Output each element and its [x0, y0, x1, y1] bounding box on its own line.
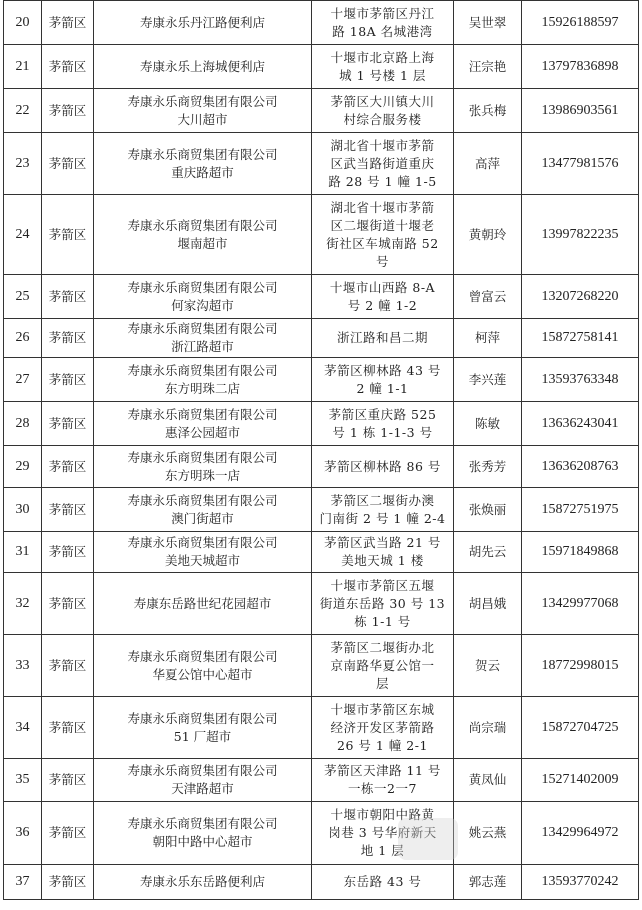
- address-cell-line: 经济开发区茅箭路: [330, 719, 435, 735]
- row-number: 34: [4, 697, 42, 759]
- address-cell: [312, 446, 454, 488]
- contact-person-cell: 汪宗艳: [454, 45, 522, 89]
- store-name-cell-line: 天津路超市: [171, 781, 234, 796]
- address-cell-line: 地 1 层: [360, 843, 405, 858]
- address-cell-line: 茅箭区大川镇大川: [330, 93, 435, 109]
- store-name-cell: [94, 573, 312, 635]
- district-cell: 茅箭区: [42, 133, 94, 195]
- address-cell-line: 区二堰街道十堰老: [330, 217, 435, 233]
- address-cell-line: 街社区车城南路 52: [326, 235, 439, 251]
- store-name-cell-line: 寿康永乐商贸集团有限公司: [127, 492, 278, 508]
- store-name-cell: [94, 865, 312, 900]
- table-row: [4, 697, 639, 759]
- address-cell-line: 茅箭区武当路 21 号: [324, 535, 441, 550]
- address-cell-line: 东岳路 43 号: [343, 874, 422, 889]
- phone-cell: 15872758141: [522, 319, 639, 358]
- store-name-cell-line: 重庆路超市: [171, 164, 234, 180]
- table-row: [4, 573, 639, 635]
- store-name-cell-line: 51 厂超市: [173, 728, 232, 744]
- address-cell-line: 层: [375, 675, 389, 691]
- store-name-cell: [94, 1, 312, 45]
- contact-person-cell: 柯萍: [454, 319, 522, 358]
- store-name-cell-line: 寿康永乐商贸集团有限公司: [127, 449, 278, 465]
- store-name-cell: [94, 488, 312, 532]
- address-cell: [312, 402, 454, 446]
- phone-cell: 13477981576: [522, 133, 639, 195]
- address-cell: [312, 488, 454, 532]
- address-cell: [312, 759, 454, 802]
- store-name-cell-line: 美地天城超市: [164, 553, 240, 568]
- row-number: 30: [4, 488, 42, 532]
- district-cell: 茅箭区: [42, 195, 94, 275]
- contact-person-cell: 陈敏: [454, 402, 522, 446]
- contact-person-cell: 郭志莲: [454, 865, 522, 900]
- store-name-cell-line: 寿康永乐商贸集团有限公司: [127, 710, 278, 726]
- phone-cell: 13593770242: [522, 865, 639, 900]
- district-cell: 茅箭区: [42, 865, 94, 900]
- district-cell: 茅箭区: [42, 402, 94, 446]
- store-name-cell: [94, 319, 312, 358]
- address-cell-line: 美地天城 1 楼: [341, 553, 424, 568]
- store-name-cell-line: 华夏公馆中心超市: [152, 666, 253, 682]
- store-name-cell-line: 寿康永乐商贸集团有限公司: [127, 648, 278, 664]
- address-cell-line: 十堰市山西路 8-A: [329, 279, 436, 295]
- table-row: [4, 319, 639, 358]
- row-number: 36: [4, 802, 42, 865]
- row-number: 28: [4, 402, 42, 446]
- address-cell-line: 街道东岳路 30 号 13: [319, 595, 446, 611]
- address-cell: [312, 195, 454, 275]
- address-cell-line: 号 2 幢 1-2: [347, 297, 418, 313]
- address-cell-line: 区武当路街道重庆: [330, 155, 435, 171]
- contact-person-cell: 胡昌娥: [454, 573, 522, 635]
- store-name-cell: [94, 446, 312, 488]
- address-cell-line: 路 18A 名城港湾: [332, 23, 433, 39]
- phone-cell: 13636243041: [522, 402, 639, 446]
- table-row: [4, 532, 639, 573]
- store-name-cell-line: 寿康永乐丹江路便利店: [139, 14, 265, 30]
- district-cell: 茅箭区: [42, 573, 94, 635]
- district-cell: 茅箭区: [42, 802, 94, 865]
- phone-cell: 15271402009: [522, 759, 639, 802]
- address-cell-line: 十堰市朝阳中路黄: [330, 807, 435, 822]
- store-name-cell-line: 寿康永乐商贸集团有限公司: [127, 816, 278, 831]
- address-cell-line: 十堰市茅箭区东城: [330, 701, 435, 717]
- table-row: [4, 195, 639, 275]
- address-cell: [312, 532, 454, 573]
- store-name-cell-line: 何家沟超市: [171, 297, 234, 313]
- address-cell-line: 号 1 栋 1-1-3 号: [332, 424, 433, 440]
- row-number: 23: [4, 133, 42, 195]
- address-cell-line: 路 28 号 1 幢 1-5: [328, 173, 437, 189]
- store-name-cell: [94, 635, 312, 697]
- address-cell: [312, 275, 454, 319]
- table-row: [4, 133, 639, 195]
- phone-cell: 15971849868: [522, 532, 639, 573]
- contact-person-cell: 高萍: [454, 133, 522, 195]
- address-cell: [312, 635, 454, 697]
- contact-person-cell: 胡先云: [454, 532, 522, 573]
- phone-cell: 13429977068: [522, 573, 639, 635]
- store-name-cell-line: 寿康永乐商贸集团有限公司: [127, 321, 278, 336]
- store-name-cell: [94, 358, 312, 402]
- store-name-cell: [94, 697, 312, 759]
- contact-person-cell: 黄朝玲: [454, 195, 522, 275]
- store-name-cell-line: 寿康永乐商贸集团有限公司: [127, 279, 278, 295]
- store-name-cell-line: 寿康永乐商贸集团有限公司: [127, 763, 278, 778]
- phone-cell: 13986903561: [522, 89, 639, 133]
- address-cell: [312, 319, 454, 358]
- table-row: [4, 865, 639, 900]
- store-name-cell-line: 东方明珠二店: [164, 380, 240, 396]
- store-name-cell-line: 寿康永乐东岳路便利店: [139, 874, 265, 889]
- address-cell: [312, 45, 454, 89]
- address-cell: [312, 802, 454, 865]
- phone-cell: 13429964972: [522, 802, 639, 865]
- district-cell: 茅箭区: [42, 488, 94, 532]
- store-name-cell-line: 大川超市: [177, 111, 228, 127]
- row-number: 27: [4, 358, 42, 402]
- store-name-cell: [94, 275, 312, 319]
- district-cell: 茅箭区: [42, 697, 94, 759]
- contact-person-cell: 姚云燕: [454, 802, 522, 865]
- store-name-cell-line: 寿康永乐商贸集团有限公司: [127, 146, 278, 162]
- contact-person-cell: 李兴莲: [454, 358, 522, 402]
- table-row: [4, 446, 639, 488]
- phone-cell: 13636208763: [522, 446, 639, 488]
- address-cell-line: 十堰市北京路上海: [330, 49, 435, 65]
- store-name-cell: [94, 532, 312, 573]
- store-name-cell: [94, 195, 312, 275]
- address-cell-line: 十堰市茅箭区丹江: [330, 5, 435, 21]
- contact-person-cell: 贺云: [454, 635, 522, 697]
- store-name-cell-line: 寿康永乐上海城便利店: [139, 58, 265, 74]
- address-cell-line: 门南街 2 号 1 幢 2-4: [319, 510, 446, 526]
- row-number: 33: [4, 635, 42, 697]
- phone-cell: 13797836898: [522, 45, 639, 89]
- district-cell: 茅箭区: [42, 759, 94, 802]
- store-name-cell-line: 寿康永乐商贸集团有限公司: [127, 362, 278, 378]
- address-cell-line: 茅箭区重庆路 525: [328, 406, 437, 422]
- table-row: [4, 759, 639, 802]
- address-cell: [312, 697, 454, 759]
- district-cell: 茅箭区: [42, 45, 94, 89]
- district-cell: 茅箭区: [42, 1, 94, 45]
- table-row: [4, 802, 639, 865]
- row-number: 35: [4, 759, 42, 802]
- table-body: [4, 1, 639, 900]
- row-number: 31: [4, 532, 42, 573]
- row-number: 20: [4, 1, 42, 45]
- address-cell-line: 茅箭区二堰街办北: [330, 639, 435, 655]
- store-name-cell-line: 堰南超市: [177, 235, 228, 251]
- address-cell-line: 茅箭区天津路 11 号: [324, 763, 441, 778]
- row-number: 26: [4, 319, 42, 358]
- store-list-table: [3, 0, 639, 900]
- address-cell: [312, 89, 454, 133]
- store-name-cell-line: 寿康永乐商贸集团有限公司: [127, 217, 278, 233]
- store-name-cell-line: 惠泽公园超市: [164, 424, 240, 440]
- table-row: [4, 358, 639, 402]
- address-cell-line: 茅箭区二堰街办澳: [330, 492, 435, 508]
- district-cell: 茅箭区: [42, 446, 94, 488]
- store-name-cell-line: 寿康永乐商贸集团有限公司: [127, 406, 278, 422]
- phone-cell: 13207268220: [522, 275, 639, 319]
- store-name-cell: [94, 45, 312, 89]
- contact-person-cell: 张兵梅: [454, 89, 522, 133]
- store-name-cell-line: 澳门街超市: [171, 510, 234, 526]
- address-cell: [312, 865, 454, 900]
- store-name-cell: [94, 89, 312, 133]
- row-number: 32: [4, 573, 42, 635]
- address-cell-line: 26 号 1 幢 2-1: [337, 737, 428, 753]
- district-cell: 茅箭区: [42, 275, 94, 319]
- address-cell-line: 湖北省十堰市茅箭: [330, 199, 435, 215]
- contact-person-cell: 张焕丽: [454, 488, 522, 532]
- phone-cell: 13593763348: [522, 358, 639, 402]
- row-number: 29: [4, 446, 42, 488]
- address-cell-line: 2 幢 1-1: [356, 380, 409, 396]
- address-cell-line: 栋 1-1 号: [354, 613, 411, 629]
- address-cell: [312, 358, 454, 402]
- store-name-cell-line: 朝阳中路中心超市: [152, 834, 253, 849]
- row-number: 22: [4, 89, 42, 133]
- phone-cell: 15926188597: [522, 1, 639, 45]
- contact-person-cell: 曾富云: [454, 275, 522, 319]
- address-cell-line: 浙江路和昌二期: [336, 330, 428, 345]
- address-cell-line: 号: [375, 253, 389, 269]
- address-cell-line: 茅箭区柳林路 86 号: [324, 458, 441, 474]
- store-name-cell: [94, 133, 312, 195]
- table-row: [4, 45, 639, 89]
- store-name-cell-line: 寿康永乐商贸集团有限公司: [127, 93, 278, 109]
- address-cell: [312, 133, 454, 195]
- address-cell: [312, 573, 454, 635]
- table-row: [4, 1, 639, 45]
- row-number: 25: [4, 275, 42, 319]
- table-row: [4, 89, 639, 133]
- contact-person-cell: 吴世翠: [454, 1, 522, 45]
- address-cell: [312, 1, 454, 45]
- store-name-cell-line: 东方明珠一店: [164, 467, 240, 483]
- store-name-cell: [94, 402, 312, 446]
- store-name-cell-line: 寿康东岳路世纪花园超市: [133, 595, 272, 611]
- row-number: 37: [4, 865, 42, 900]
- contact-person-cell: 尚宗瑞: [454, 697, 522, 759]
- address-cell-line: 十堰市茅箭区五堰: [330, 577, 435, 593]
- phone-cell: 18772998015: [522, 635, 639, 697]
- address-cell-line: 一栋一2一7: [348, 781, 417, 796]
- table-row: [4, 488, 639, 532]
- address-cell-line: 湖北省十堰市茅箭: [330, 137, 435, 153]
- table-row: [4, 402, 639, 446]
- contact-person-cell: 黄凤仙: [454, 759, 522, 802]
- table-row: [4, 275, 639, 319]
- table-row: [4, 635, 639, 697]
- row-number: 24: [4, 195, 42, 275]
- phone-cell: 15872751975: [522, 488, 639, 532]
- district-cell: 茅箭区: [42, 358, 94, 402]
- store-name-cell: [94, 759, 312, 802]
- contact-person-cell: 张秀芳: [454, 446, 522, 488]
- district-cell: 茅箭区: [42, 532, 94, 573]
- phone-cell: 15872704725: [522, 697, 639, 759]
- address-cell-line: 茅箭区柳林路 43 号: [324, 362, 441, 378]
- district-cell: 茅箭区: [42, 319, 94, 358]
- address-cell-line: 村综合服务楼: [343, 111, 422, 127]
- district-cell: 茅箭区: [42, 89, 94, 133]
- address-cell-line: 城 1 号楼 1 层: [339, 67, 426, 83]
- district-cell: 茅箭区: [42, 635, 94, 697]
- row-number: 21: [4, 45, 42, 89]
- store-name-cell-line: 寿康永乐商贸集团有限公司: [127, 535, 278, 550]
- address-cell-line: 京南路华夏公馆一: [330, 657, 435, 673]
- store-name-cell: [94, 802, 312, 865]
- address-cell-line: 岗巷 3 号华府新天: [328, 825, 437, 840]
- phone-cell: 13997822235: [522, 195, 639, 275]
- store-name-cell-line: 浙江路超市: [171, 339, 234, 354]
